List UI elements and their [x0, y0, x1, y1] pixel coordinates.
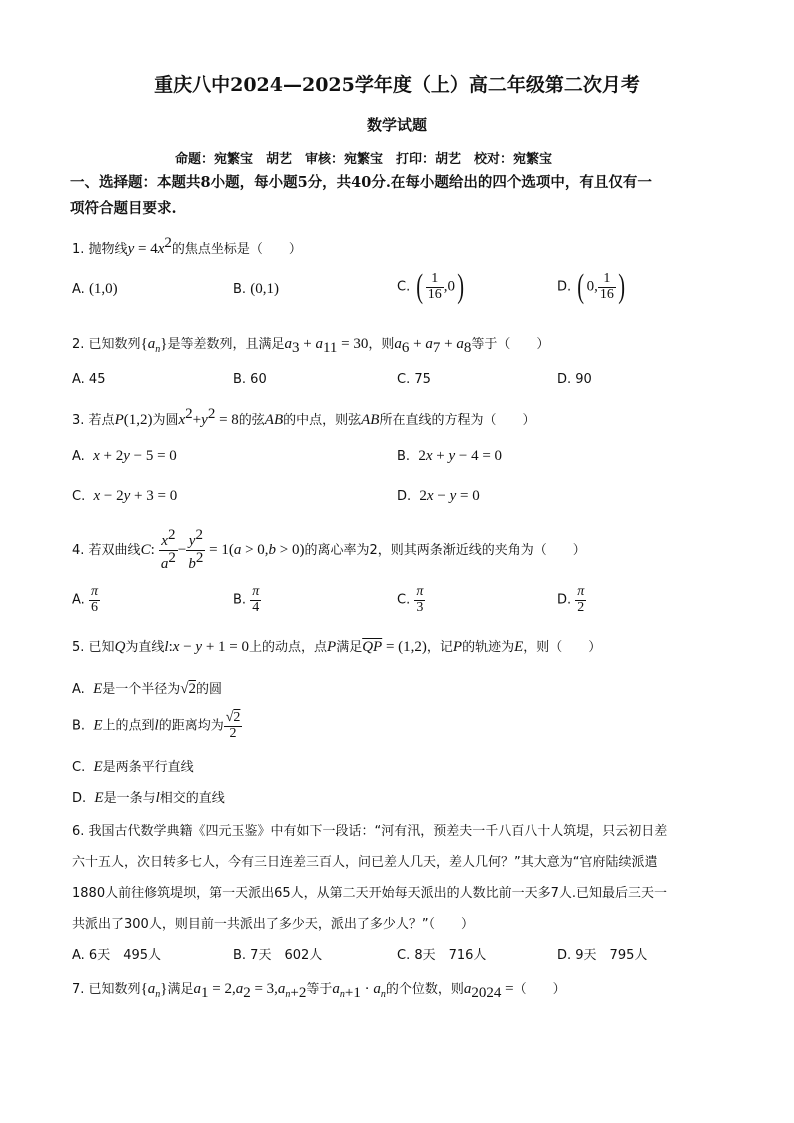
subject-title: 数学试题: [366, 116, 427, 134]
q2-option-c[interactable]: C. 75: [397, 372, 431, 387]
q1-formula: $y = 4x^2$: [127, 235, 172, 257]
q1-option-c[interactable]: C. ( $\frac{1}{16}$ ,0): [397, 268, 464, 305]
q4-option-b[interactable]: B. $\frac{\pi}{4}$: [233, 584, 260, 615]
q5-option-b[interactable]: B. E上的点到l的距离均为 $\frac{√2}{2}$: [72, 710, 241, 741]
q1-number: 1.: [72, 242, 85, 257]
q6-option-b[interactable]: B. 7天 602人: [233, 948, 323, 963]
section-heading-line2: 项符合题目要求.: [70, 200, 177, 217]
q5-option-d[interactable]: D. E是一条与l相交的直线: [72, 790, 225, 806]
q1-option-b[interactable]: B. (0,1): [233, 281, 279, 297]
question-1: [72, 235, 302, 258]
q3-option-c[interactable]: C. x − 2y + 3 = 0: [72, 488, 178, 504]
section-heading-line1: 一、选择题：本题共8小题，每小题5分，共40分.在每小题给出的四个选项中，有且仅有一: [70, 174, 652, 191]
q4-option-d[interactable]: D. $\frac{\pi}{2}$: [557, 584, 585, 615]
question-6-line2: 六十五人，次日转多七人，今有三日连差三百人，问已差人几天，差人几何？”其大意为“官府陆续派遣: [72, 855, 658, 870]
question-6-line4: 共派出了300人，则目前一共派出了多少天，派出了多少人？”（ ）: [72, 917, 475, 932]
q5-option-a[interactable]: A. E是一个半径为√2的圆: [72, 681, 222, 697]
question-7: 7. 已知数列$\{a_n\}$满足$a_1 = 2,a_2 = 3,a_{n+2}$等于$a_{n+1} \cdot a_n$的个位数，则$a_{2024}$ =（ ）: [72, 981, 566, 1001]
question-6-line1: 6. 我国古代数学典籍《四元玉鉴》中有如下一段话：“河有汛，预差夫一千八百八十人筑堤，只云初日差: [72, 824, 668, 839]
q5-option-c[interactable]: C. E是两条平行直线: [72, 759, 194, 775]
credits-line: 命题：宛繁宝 胡艺 审核：宛繁宝 打印：胡艺 校对：宛繁宝: [175, 152, 553, 167]
q3-option-a[interactable]: A. x + 2y − 5 = 0: [72, 448, 177, 464]
q1-text-post: 的焦点坐标是（ ）: [171, 242, 302, 257]
question-4: 4. 若双曲线C: $\frac{x^2}{a^2}$ − $\frac{y^2}{b^2}$ = 1(a > 0,b > 0)的离心率为2，则其两条渐近线的夹角为（ ）: [72, 527, 586, 572]
q2-option-a[interactable]: A. 45: [72, 372, 106, 387]
q3-option-b[interactable]: B. 2x + y − 4 = 0: [397, 448, 503, 464]
q2-option-d[interactable]: D. 90: [557, 372, 592, 387]
q1-text-pre: 抛物线: [88, 242, 128, 257]
question-2: 2. 已知数列$\{a_n\}$是等差数列，且满足$a_3 + a_{11} = 30$，则$a_6 + a_7 + a_8$等于（ ）: [72, 336, 550, 356]
question-5: 5. 已知Q为直线l:x − y + 1 = 0上的动点，点P满足$\overline{QP} = (1,2)$，记P的轨迹为E，则（ ）: [72, 639, 602, 655]
q2-option-b[interactable]: B. 60: [233, 372, 267, 387]
q3-option-d[interactable]: D. 2x − y = 0: [397, 488, 480, 504]
q6-option-a[interactable]: A. 6天 495人: [72, 948, 162, 963]
exam-title: 重庆八中2024—2025学年度（上）高二年级第二次月考: [154, 74, 640, 96]
q4-option-a[interactable]: A. $\frac{\pi}{6}$: [72, 584, 98, 615]
q1-option-a[interactable]: A. (1,0): [72, 281, 118, 297]
question-3: 3. 若点P(1,2)为圆$x^2+y^2 = 8$的弦AB的中点，则弦AB所在直线的方程为（ ）: [72, 406, 536, 428]
question-6-line3: 1880人前往修筑堤坝，第一天派出65人，从第二天开始每天派出的人数比前一天多7人.已知最后三天一: [72, 886, 668, 901]
q1-option-d[interactable]: D. ( 0, $\frac{1}{16}$ ): [557, 268, 625, 305]
q6-option-c[interactable]: C. 8天 716人: [397, 948, 487, 963]
q6-option-d[interactable]: D. 9天 795人: [557, 948, 648, 963]
q4-option-c[interactable]: C. $\frac{\pi}{3}$: [397, 584, 424, 615]
